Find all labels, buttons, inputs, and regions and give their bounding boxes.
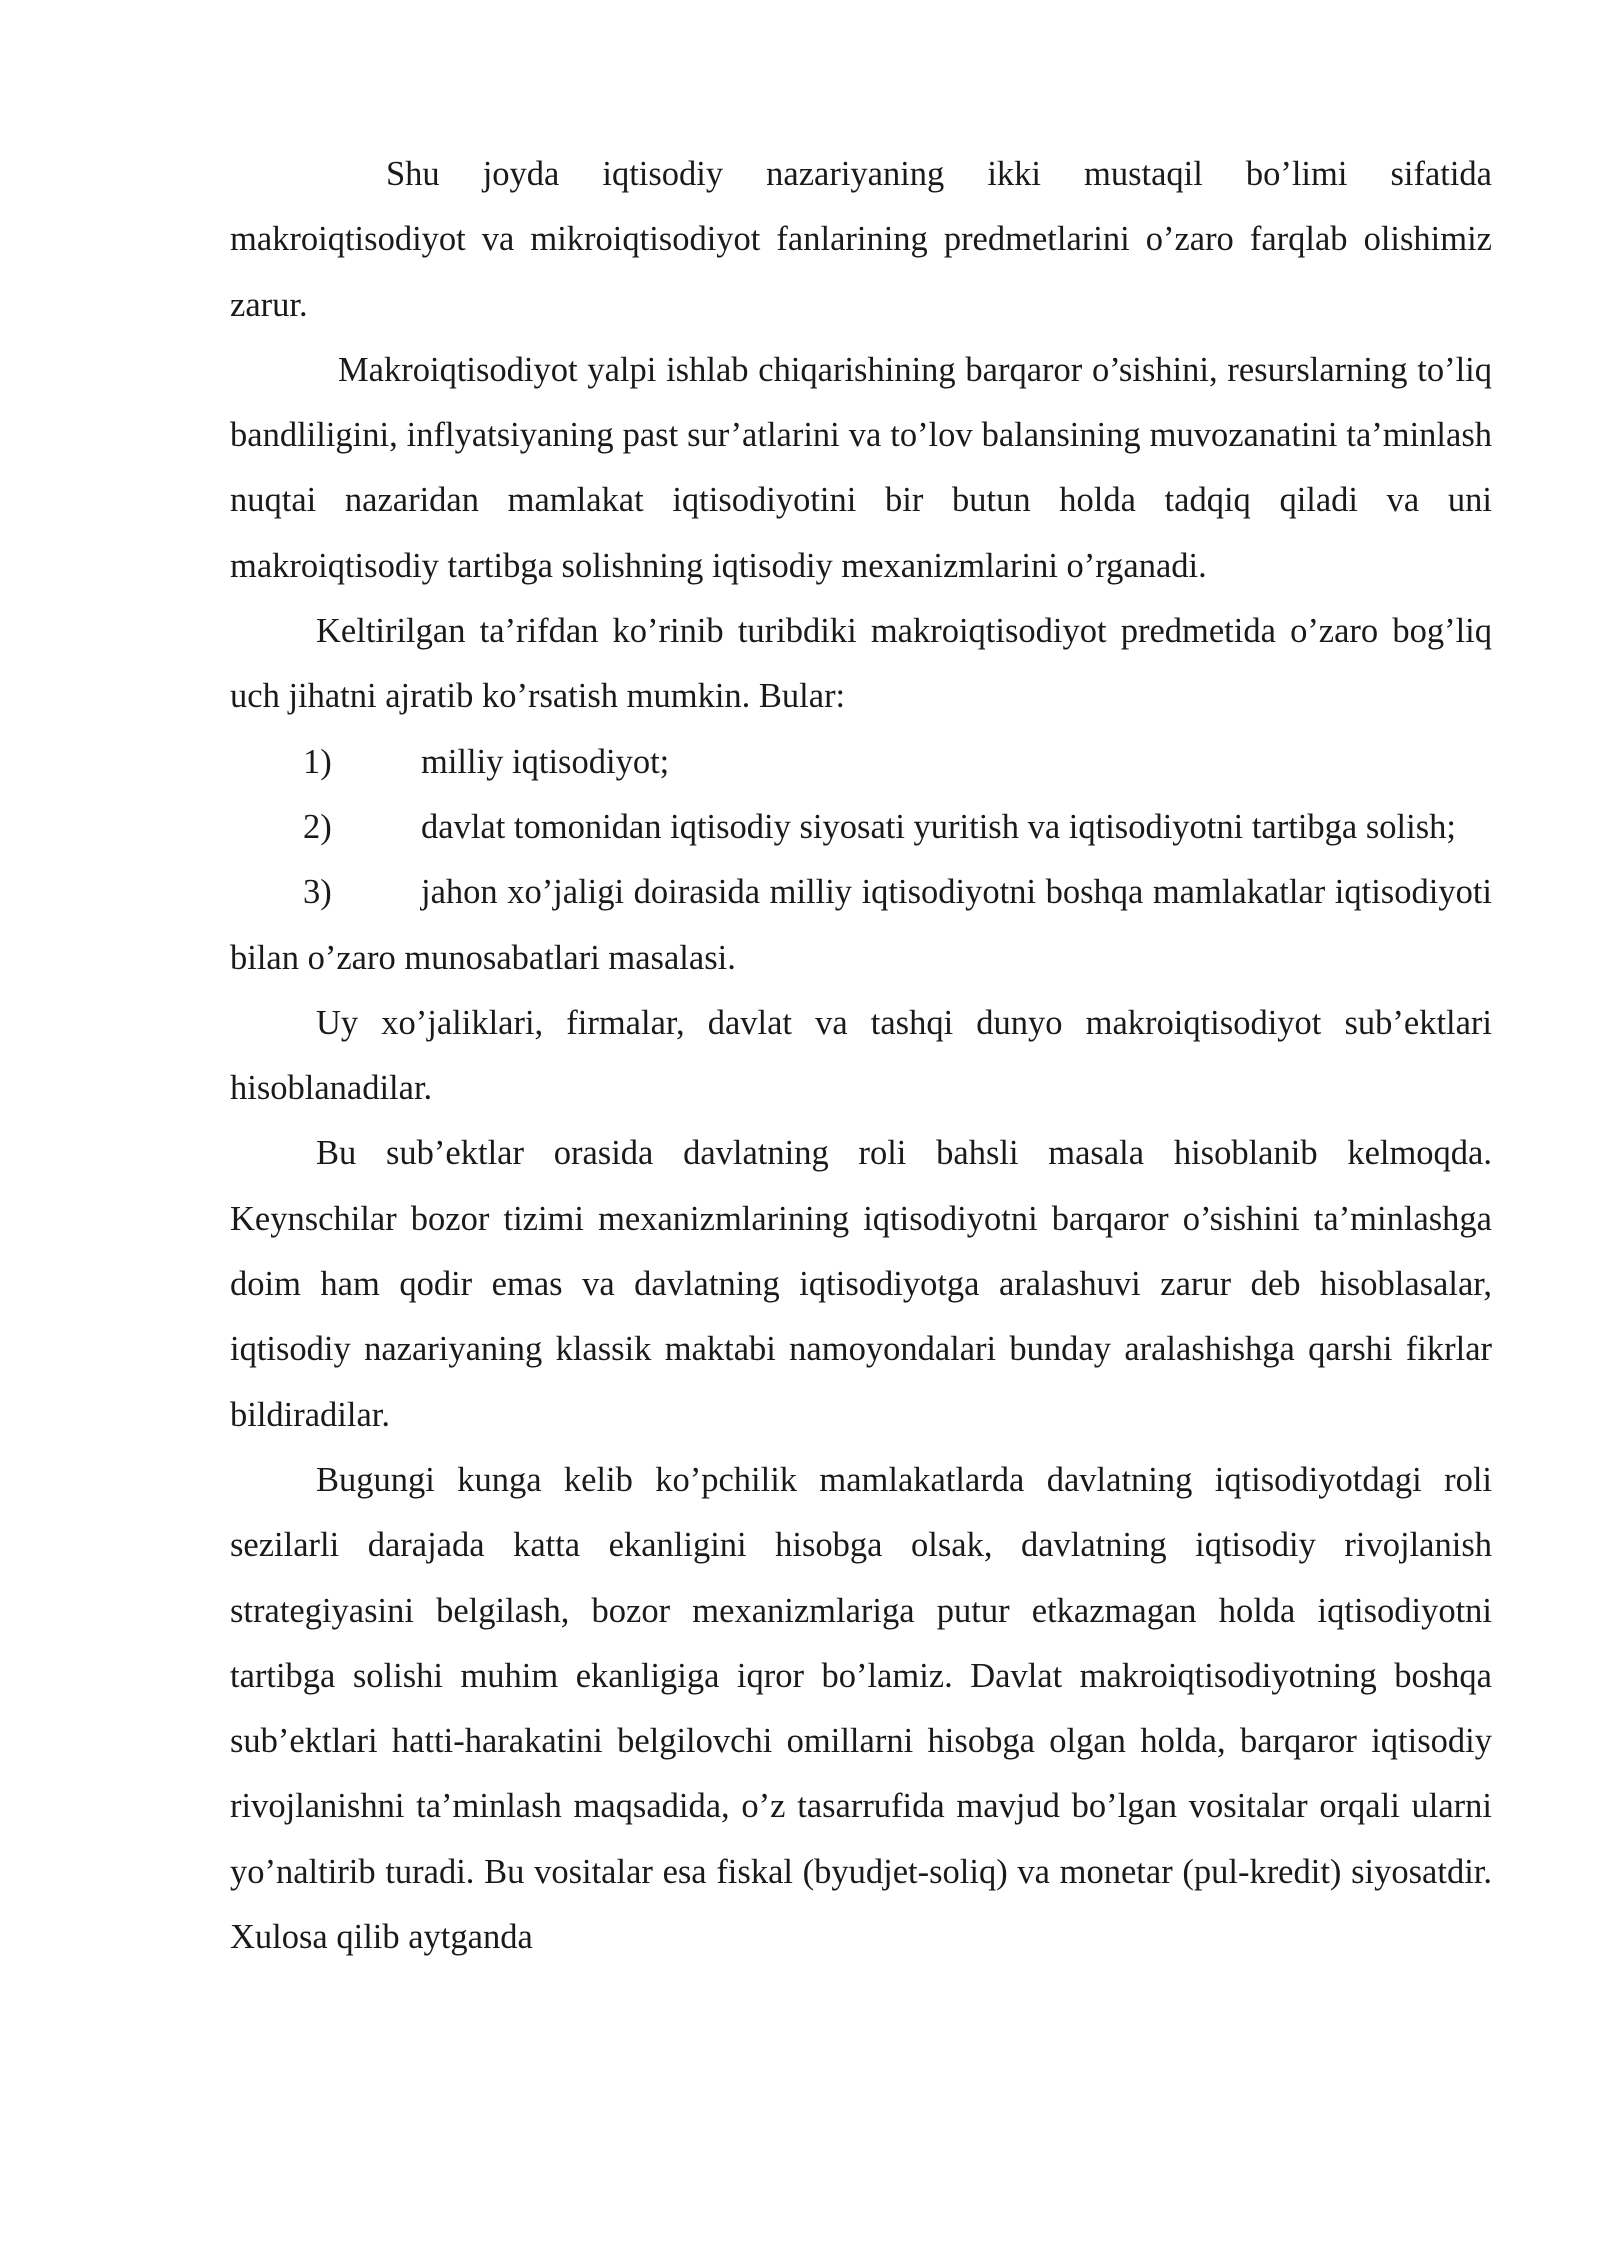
list-item-text: davlat tomonidan iqtisodiy siyosati yuritish va iqtisodiyotni tartibga solish; [421, 807, 1456, 846]
list-item [230, 795, 1492, 860]
paragraph-intro: Shu joyda iqtisodiy nazariyaning ikki mustaqil bo’limi sifatida makroiqtisodiyot va mikroiqtisodiyot fanlarining predmetlarini o’zaro farqlab olishimiz zarur. [230, 155, 1492, 324]
paragraph-definition: Makroiqtisodiyot yalpi ishlab chiqarishining barqaror o’sishini, resurslarning to’liq bandliligini, inflyatsiyaning past sur’atlarini va to’lov balansining muvozanatini ta’minlash nuqtai nazaridan mamlakat iqtisodiyotini bir butun holda tadqiq qiladi va uni makroiqtisodiy tartibga solishning iqtisodiy mexanizmlarini o’rganadi. [230, 350, 1492, 585]
list-item-text: milliy iqtisodiyot; [421, 742, 670, 781]
list-item-text: jahon xo’jaligi doirasida milliy iqtisodiyotni boshqa mamlakatlar iqtisodiyoti bilan o’zaro munosabatlari masalasi. [230, 873, 1492, 977]
list-item-number: 2) [303, 807, 332, 846]
list-item-number: 3) [303, 873, 332, 912]
paragraph-subjects: Uy xo’jaliklari, firmalar, davlat va tashqi dunyo makroiqtisodiyot sub’ektlari hisoblanadilar. [230, 1003, 1492, 1108]
list-item-number: 1) [303, 742, 332, 781]
list-item [230, 860, 1492, 991]
paragraph-state-role: Bu sub’ektlar orasida davlatning roli bahsli masala hisoblanib kelmoqda. Keynschilar bozor tizimi mexanizmlarining iqtisodiyotni barqaror o’sishini ta’minlashga doim ham qodir emas va davlatning iqtisodiyotga aralashuvi zarur deb hisoblasalar, iqtisodiy nazariyaning klassik maktabi namoyondalari bunday aralashishga qarshi fikrlar bildiradilar. [230, 1134, 1492, 1434]
document-page [230, 142, 1492, 1970]
paragraph-policy: Bugungi kunga kelib ko’pchilik mamlakatlarda davlatning iqtisodiyotdagi roli sezilarli darajada katta ekanligini hisobga olsak, davlatning iqtisodiy rivojlanish strategiyasini belgilash, bozor mexanizmlariga putur etkazmagan holda iqtisodiyotni tartibga solishi muhim ekanligiga iqror bo’lamiz. Davlat makroiqtisodiyotning boshqa sub’ektlari hatti-harakatini belgilovchi omillarni hisobga olgan holda, barqaror iqtisodiy rivojlanishni ta’minlash maqsadida, o’z tasarrufida mavjud bo’lgan vositalar orqali ularni yo’naltirib turadi. Bu vositalar esa fiskal (byudjet-soliq) va monetar (pul-kredit) siyosatdir. Xulosa qilib aytganda [230, 1460, 1492, 1957]
list-item [230, 730, 1492, 795]
paragraph-aspects-intro: Keltirilgan ta’rifdan ko’rinib turibdiki makroiqtisodiyot predmetida o’zaro bog’liq uch jihatni ajratib ko’rsatish mumkin. Bular: [230, 612, 1492, 716]
